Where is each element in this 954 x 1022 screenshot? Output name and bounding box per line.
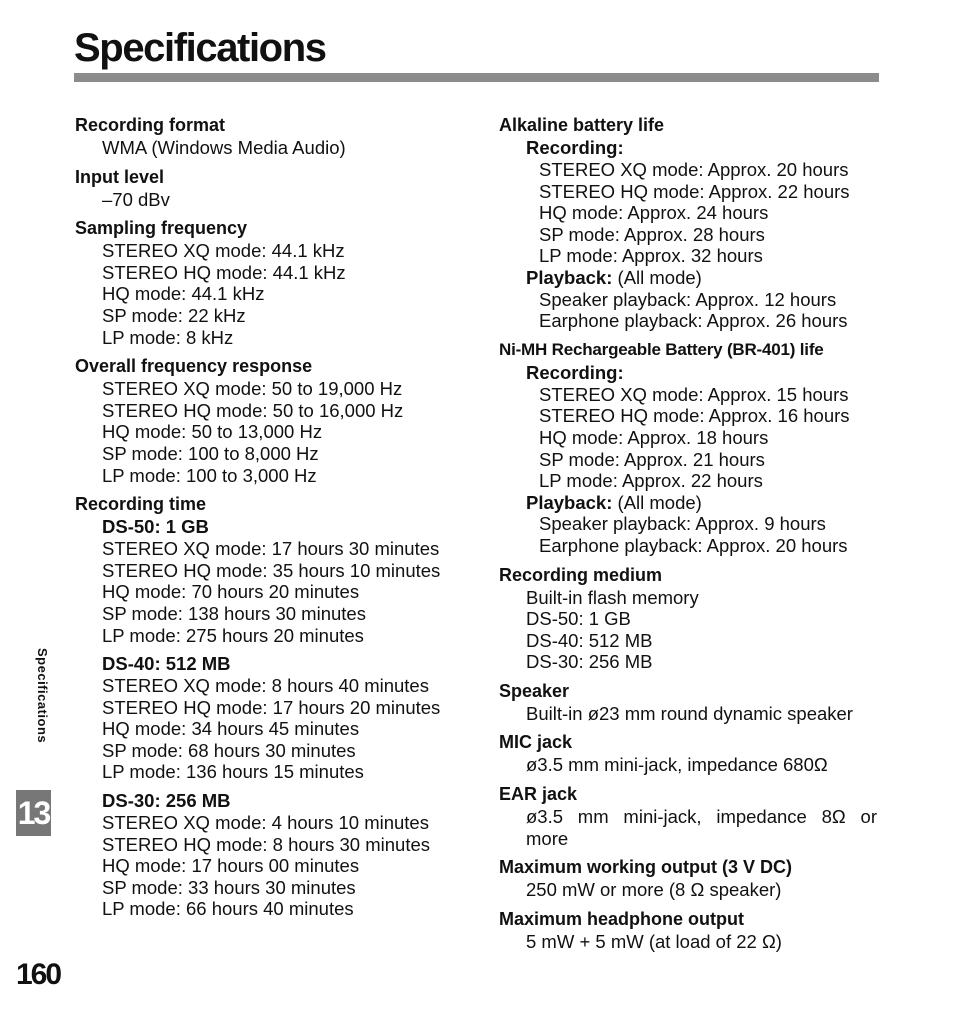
spec-nimh-battery [499,338,877,557]
spec-frequency-response [75,354,475,486]
chapter-tab: 13 [16,790,51,836]
spec-value: LP mode: 100 to 3,000 Hz [102,464,317,486]
spec-value: DS-40: 512 MB [526,629,653,651]
model-label: DS-40: 512 MB [102,653,231,675]
spec-heading: Recording format [75,115,226,135]
playback-label: Playback: [526,491,613,513]
playback-note: (All mode) [612,266,702,288]
spec-value: SP mode: 22 kHz [102,304,246,326]
spec-ear-jack [499,782,877,849]
spec-recording-format [75,113,475,159]
spec-value: STEREO HQ mode: Approx. 16 hours [539,405,850,427]
spec-value: HQ mode: 70 hours 20 minutes [102,581,360,603]
spec-value: DS-50: 1 GB [526,608,631,630]
spec-value: Earphone playback: Approx. 20 hours [539,534,848,556]
spec-value: STEREO HQ mode: 50 to 16,000 Hz [102,399,404,421]
spec-value: STEREO HQ mode: 17 hours 20 minutes [102,696,441,718]
spec-value: STEREO HQ mode: 8 hours 30 minutes [102,833,430,855]
spec-value: DS-30: 256 MB [526,651,653,673]
spec-mic-jack [499,730,877,776]
page-title: Specifications [74,26,326,70]
spec-value: STEREO HQ mode: Approx. 22 hours [539,180,850,202]
spec-value: ø3.5 mm mini-jack, impedance 680Ω [526,754,828,776]
spec-value: LP mode: 66 hours 40 minutes [102,898,354,920]
spec-value: SP mode: 138 hours 30 minutes [102,602,366,624]
spec-heading: Sampling frequency [75,218,248,239]
spec-input-level [75,165,475,211]
spec-value: HQ mode: Approx. 18 hours [539,426,769,448]
model-label: DS-50: 1 GB [102,516,209,538]
spec-recording-medium [499,563,877,673]
spec-value: LP mode: Approx. 32 hours [539,245,763,267]
spec-value: SP mode: 33 hours 30 minutes [102,876,356,898]
spec-value: STEREO XQ mode: 8 hours 40 minutes [102,675,429,697]
spec-value: ø3.5 mm mini-jack, impedance 8Ω or more [526,806,877,849]
recording-time-ds50 [75,516,475,646]
spec-value: SP mode: 100 to 8,000 Hz [102,442,319,464]
spec-value: LP mode: 136 hours 15 minutes [102,761,364,783]
spec-value: LP mode: Approx. 22 hours [539,470,763,492]
spec-alkaline-battery [499,113,877,332]
spec-value: Speaker playback: Approx. 9 hours [539,513,826,535]
side-section-label: Specifications [35,648,50,744]
spec-heading: Ni-MH Rechargeable Battery (BR-401) life [499,339,824,359]
title-rule [74,73,879,82]
spec-value: Earphone playback: Approx. 26 hours [539,310,848,332]
spec-value: HQ mode: Approx. 24 hours [539,202,769,224]
spec-value: STEREO HQ mode: 44.1 kHz [102,261,346,283]
spec-sampling-frequency [75,216,475,348]
playback-note: (All mode) [612,491,702,513]
spec-value: Built-in flash memory [526,586,699,608]
recording-label: Recording: [526,361,624,383]
right-column [499,113,877,958]
spec-heading: Speaker [499,680,570,701]
playback-row [499,267,877,289]
spec-value: LP mode: 275 hours 20 minutes [102,624,364,646]
spec-heading: Alkaline battery life [499,115,665,135]
spec-value: –70 dBv [102,188,170,210]
spec-value: STEREO XQ mode: 50 to 19,000 Hz [102,378,403,400]
spec-value: SP mode: Approx. 28 hours [539,223,765,245]
spec-value: 250 mW or more (8 Ω speaker) [526,879,782,901]
model-label: DS-30: 256 MB [102,790,231,812]
spec-value: STEREO XQ mode: Approx. 15 hours [539,383,849,405]
spec-speaker [499,679,877,725]
spec-value: HQ mode: 34 hours 45 minutes [102,718,360,740]
spec-value: 5 mW + 5 mW (at load of 22 Ω) [526,930,782,952]
spec-value: Built-in ø23 mm round dynamic speaker [526,702,853,724]
spec-value: LP mode: 8 kHz [102,326,234,348]
spec-heading: MIC jack [499,732,573,753]
spec-value: STEREO XQ mode: Approx. 20 hours [539,159,849,180]
spec-value: SP mode: Approx. 21 hours [539,448,765,470]
spec-recording-time [75,492,475,920]
spec-heading: Recording medium [499,564,663,585]
spec-heading: Recording time [75,494,207,515]
spec-value: SP mode: 68 hours 30 minutes [102,739,356,761]
spec-value: STEREO XQ mode: 44.1 kHz [102,240,345,262]
playback-row [499,492,877,514]
spec-heading: Maximum headphone output [499,908,744,929]
spec-value: STEREO XQ mode: 4 hours 10 minutes [102,812,429,834]
spec-heading: Input level [75,166,165,187]
recording-time-ds30 [75,790,475,920]
spec-value: STEREO XQ mode: 17 hours 30 minutes [102,538,440,560]
left-column [75,113,475,927]
recording-label: Recording: [526,137,624,158]
recording-time-ds40 [75,653,475,783]
spec-heading: Overall frequency response [75,356,313,377]
spec-max-output [499,855,877,901]
spec-value: Speaker playback: Approx. 12 hours [539,288,837,310]
page-number: 160 [16,958,61,991]
spec-value: WMA (Windows Media Audio) [102,137,346,158]
playback-label: Playback: [526,266,613,288]
spec-value: HQ mode: 17 hours 00 minutes [102,855,360,877]
spec-heading: EAR jack [499,784,578,805]
spec-value: HQ mode: 50 to 13,000 Hz [102,421,323,443]
spec-max-headphone [499,907,877,953]
spec-value: STEREO HQ mode: 35 hours 10 minutes [102,559,441,581]
spec-value: HQ mode: 44.1 kHz [102,283,265,305]
spec-heading: Maximum working output (3 V DC) [499,857,793,878]
